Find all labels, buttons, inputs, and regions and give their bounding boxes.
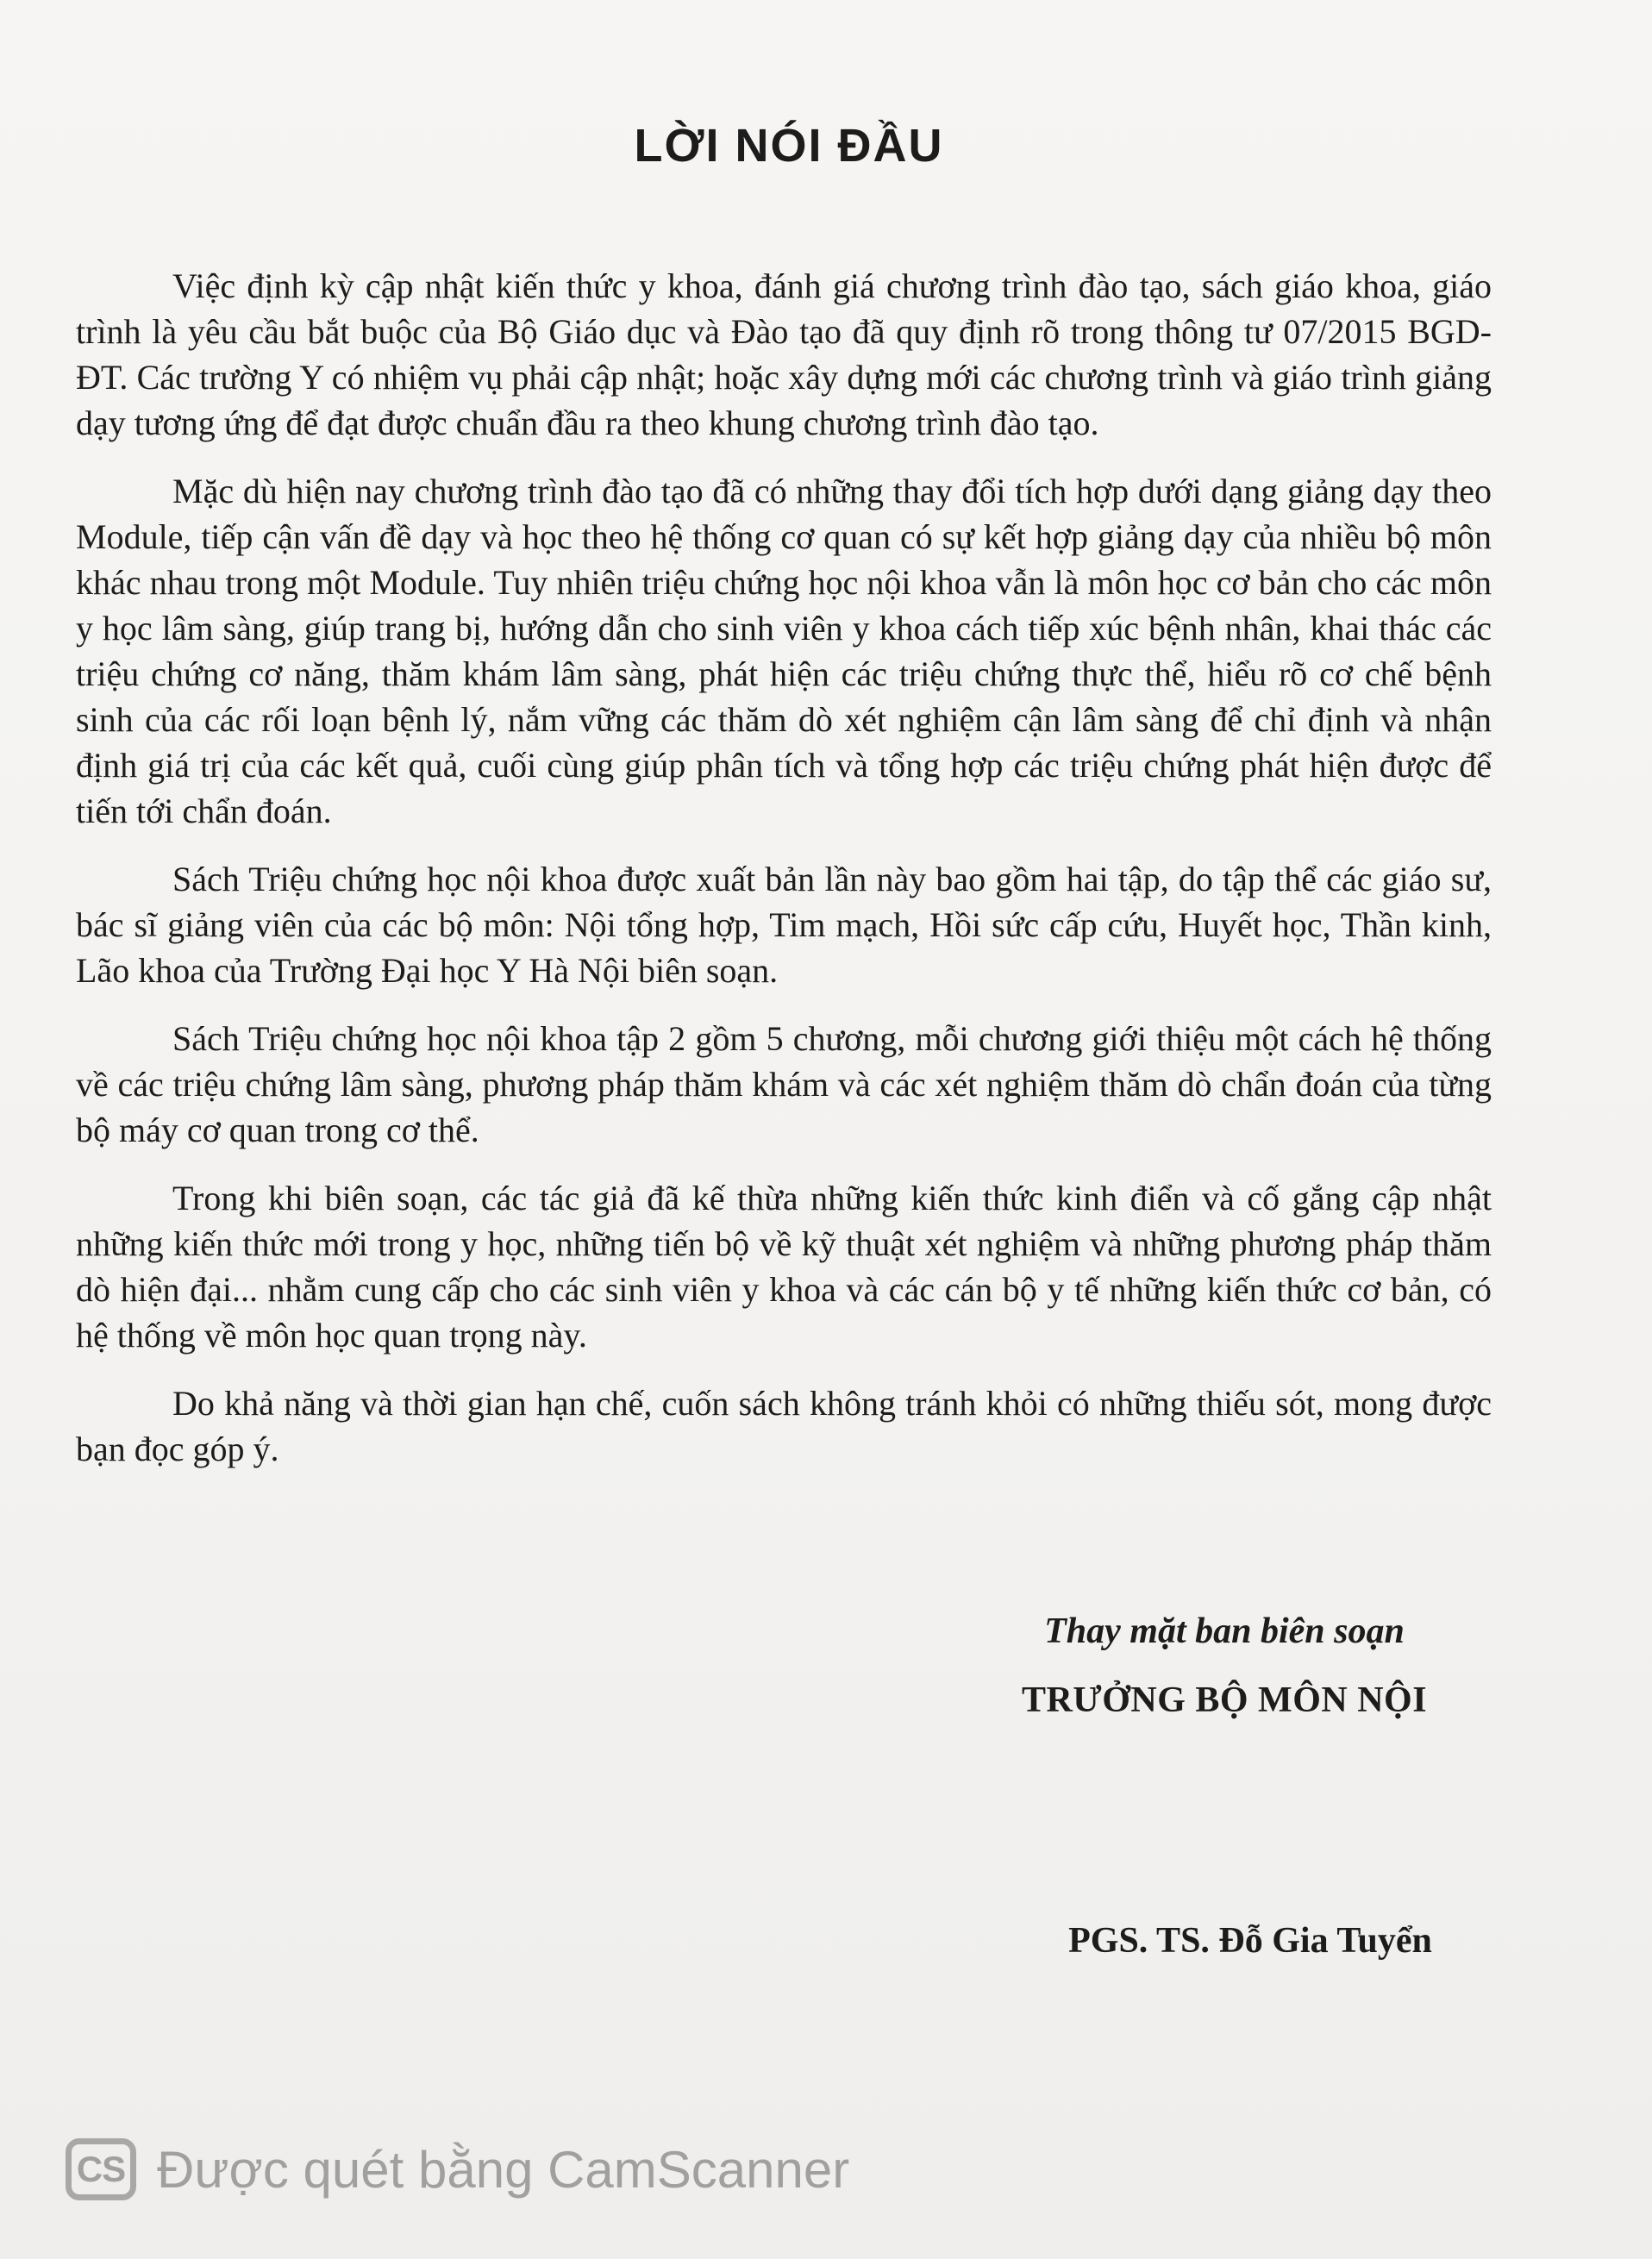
watermark-text: Được quét bằng CamScanner — [157, 2140, 850, 2199]
paragraph-3: Sách Triệu chứng học nội khoa được xuất bản lần này bao gồm hai tập, do tập thể các giáo sư, bác sĩ giảng viên của các bộ môn: Nội tổng hợp, Tim mạch, Hồi sức cấp cứu, Huyết học, Thần kinh, Lão khoa của Trường Đại học Y Hà Nội biên soạn. — [76, 860, 1492, 990]
signature-name: PGS. TS. Đỗ Gia Tuyển — [1068, 1921, 1432, 1961]
signature-position: TRƯỞNG BỘ MÔN NỘI — [1021, 1680, 1428, 1720]
paragraph-1: Việc định kỳ cập nhật kiến thức y khoa, đánh giá chương trình đào tạo, sách giáo khoa, giáo trình là yêu cầu bắt buộc của Bộ Giáo dục và Đào tạo đã quy định rõ trong thông tư 07/2015 BGD-ĐT. Các trường Y có nhiệm vụ phải cập nhật; hoặc xây dựng mới các chương trình và giáo trình giảng dạy tương ứng để đạt được chuẩn đầu ra theo khung chương trình đào tạo. — [76, 266, 1492, 442]
preface-body — [76, 263, 1492, 1494]
page-title: LỜI NÓI ĐẦU — [634, 120, 944, 172]
paragraph-4: Sách Triệu chứng học nội khoa tập 2 gồm 5 chương, mỗi chương giới thiệu một cách hệ thống về các triệu chứng lâm sàng, phương pháp thăm khám và các xét nghiệm thăm dò chẩn đoán của từng bộ máy cơ quan trong cơ thể. — [76, 1019, 1492, 1149]
camscanner-watermark — [66, 2138, 849, 2200]
signature-caption: Thay mặt ban biên soạn — [1044, 1611, 1405, 1651]
paragraph-5: Trong khi biên soạn, các tác giả đã kế thừa những kiến thức kinh điển và cố gắng cập nhật những kiến thức mới trong y học, những tiến bộ về kỹ thuật xét nghiệm và những phương pháp thăm dò hiện đại... nhằm cung cấp cho các sinh viên y khoa và các cán bộ y tế những kiến thức cơ bản, có hệ thống về môn học quan trọng này. — [76, 1179, 1492, 1355]
paragraph-2: Mặc dù hiện nay chương trình đào tạo đã có những thay đổi tích hợp dưới dạng giảng dạy theo Module, tiếp cận vấn đề dạy và học theo hệ thống cơ quan có sự kết hợp giảng dạy của nhiều bộ môn khác nhau trong một Module. Tuy nhiên triệu chứng học nội khoa vẫn là môn học cơ bản cho các môn y học lâm sàng, giúp trang bị, hướng dẫn cho sinh viên y khoa cách tiếp xúc bệnh nhân, khai thác các triệu chứng cơ năng, thăm khám lâm sàng, phát hiện các triệu chứng thực thể, hiểu rõ cơ chế bệnh sinh của các rối loạn bệnh lý, nắm vững các thăm dò xét nghiệm cận lâm sàng để chỉ định và nhận định giá trị của các kết quả, cuối cùng giúp phân tích và tổng hợp các triệu chứng phát hiện được để tiến tới chẩn đoán. — [76, 472, 1492, 830]
camscanner-logo-icon: CS — [66, 2138, 136, 2200]
paragraph-6: Do khả năng và thời gian hạn chế, cuốn sách không tránh khỏi có những thiếu sót, mong được bạn đọc góp ý. — [76, 1384, 1492, 1468]
